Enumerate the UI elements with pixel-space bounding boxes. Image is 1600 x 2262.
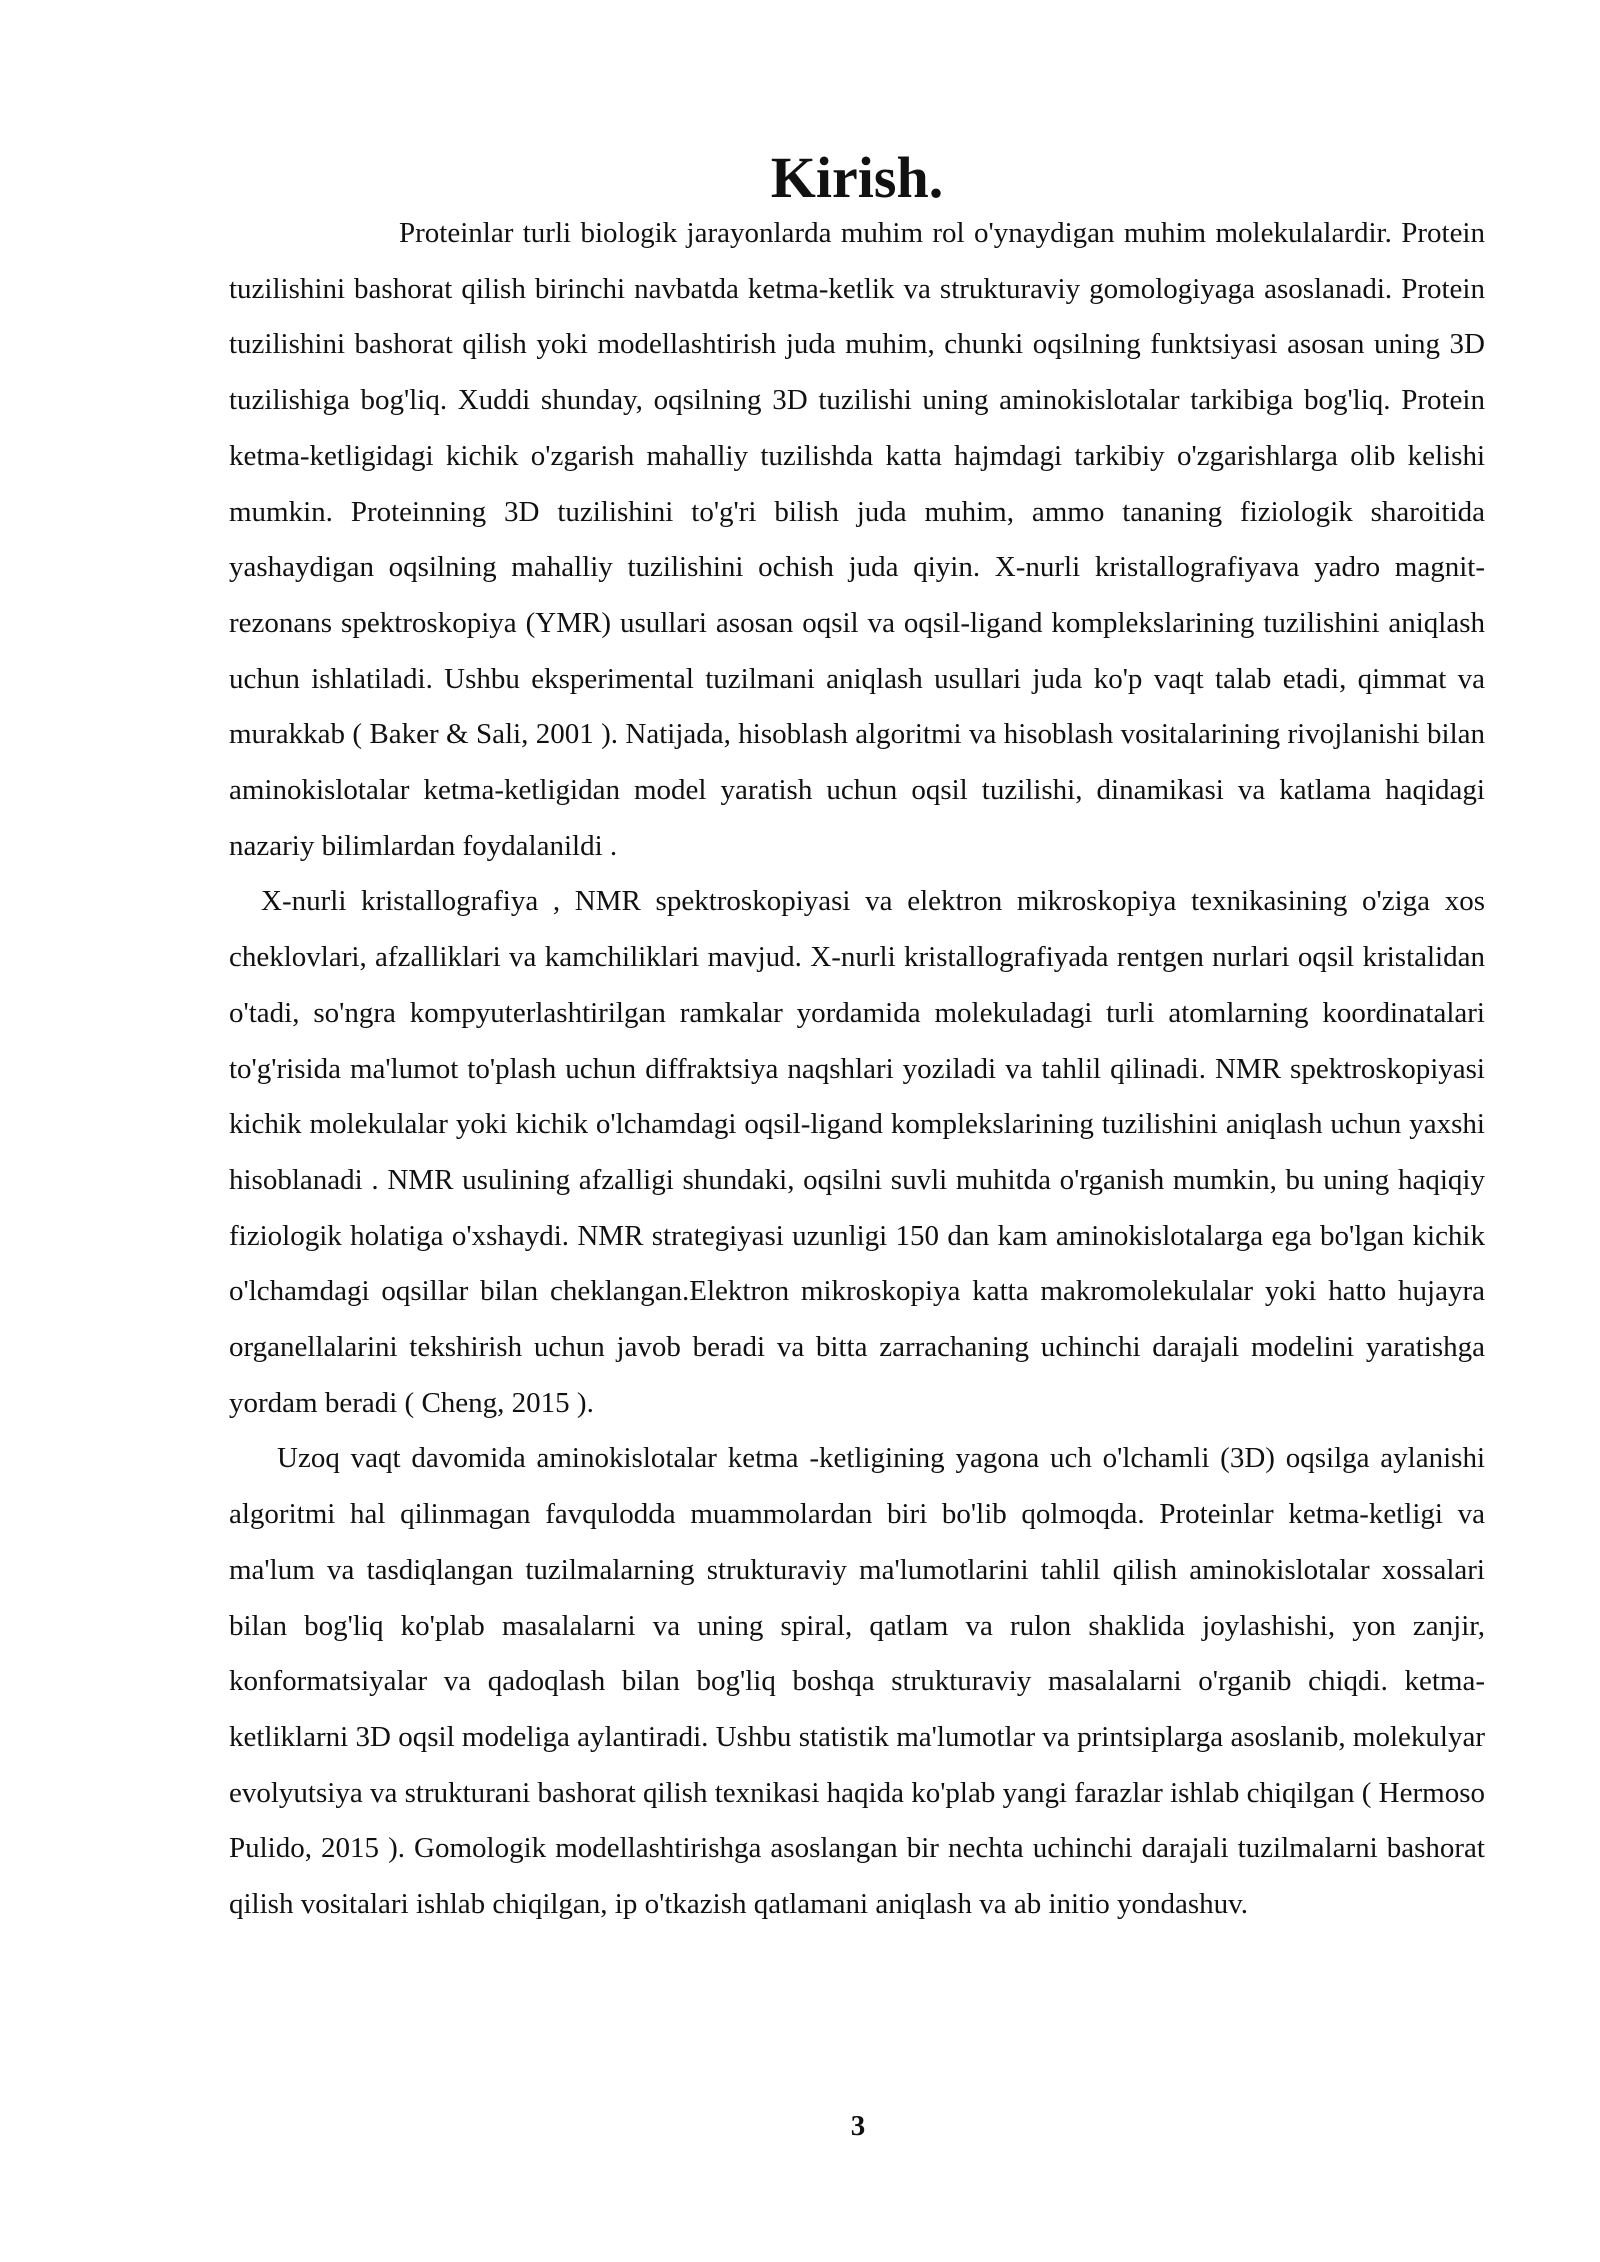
page-number: 3: [850, 2110, 866, 2142]
section-title: Kirish.: [770, 145, 944, 210]
paragraph-prediction: Uzoq vaqt davomida aminokislotalar ketma -ketligining yagona uch o'lchamli (3D) oqsilga aylanishi algoritmi hal qilinmagan favqulodda muammolardan biri bo'lib qolmoqda. Proteinlar ketma-ketligi va ma'lum va tasdiqlangan tuzilmalarning strukturaviy ma'lumotlarini tahlil qilish aminokislotalar xossalari bilan bog'liq ko'plab masalalarni va uning spiral, qatlam va rulon shaklida joylashishi, yon zanjir, konformatsiyalar va qadoqlash bilan bog'liq boshqa strukturaviy masalalarni o'rganib chiqdi. ketma-ketliklarni 3D oqsil modeliga aylantiradi. Ushbu statistik ma'lumotlar va printsiplarga asoslanib, molekulyar evolyutsiya va strukturani bashorat qilish texnikasi haqida ko'plab yangi farazlar ishlab chiqilgan ( Hermoso Pulido, 2015 ). Gomologik modellashtirishga asoslangan bir nechta uchinchi darajali tuzilmalarni bashorat qilish vositalari ishlab chiqilgan, ip o'tkazish qatlamani aniqlash va ab initio yondashuv.: [229, 1442, 1485, 1921]
paragraph-methods: X-nurli kristallografiya , NMR spektroskopiyasi va elektron mikroskopiya texnikasining o'ziga xos cheklovlari, afzalliklari va kamchiliklari mavjud. X-nurli kristallografiyada rentgen nurlari oqsil kristalidan o'tadi, so'ngra kompyuterlashtirilgan ramkalar yordamida molekuladagi turli atomlarning koordinatalari to'g'risida ma'lumot to'plash uchun diffraktsiya naqshlari yoziladi va tahlil qilinadi. NMR spektroskopiyasi kichik molekulalar yoki kichik o'lchamdagi oqsil-ligand komplekslarining tuzilishini aniqlash uchun yaxshi hisoblanadi . NMR usulining afzalligi shundaki, oqsilni suvli muhitda o'rganish mumkin, bu uning haqiqiy fiziologik holatiga o'xshaydi. NMR strategiyasi uzunligi 150 dan kam aminokislotalarga ega bo'lgan kichik o'lchamdagi oqsillar bilan cheklangan.Elektron mikroskopiya katta makromolekulalar yoki hatto hujayra organellalarini tekshirish uchun javob beradi va bitta zarrachaning uchinchi darajali modelini yaratishga yordam beradi ( Cheng, 2015 ).: [229, 885, 1485, 1419]
page-content: [229, 145, 1485, 1933]
paragraph-introduction: Proteinlar turli biologik jarayonlarda muhim rol o'ynaydigan muhim molekulalardir. Protein tuzilishini bashorat qilish birinchi navbatda ketma-ketlik va strukturaviy gomologiyaga asoslanadi. Protein tuzilishini bashorat qilish yoki modellashtirish juda muhim, chunki oqsilning funktsiyasi asosan uning 3D tuzilishiga bog'liq. Xuddi shunday, oqsilning 3D tuzilishi uning aminokislotalar tarkibiga bog'liq. Protein ketma-ketligidagi kichik o'zgarish mahalliy tuzilishda katta hajmdagi tarkibiy o'zgarishlarga olib kelishi mumkin. Proteinning 3D tuzilishini to'g'ri bilish juda muhim, ammo tananing fiziologik sharoitida yashaydigan oqsilning mahalliy tuzilishini ochish juda qiyin. X-nurli kristallografiyava yadro magnit-rezonans spektroskopiya (YMR) usullari asosan oqsil va oqsil-ligand komplekslarining tuzilishini aniqlash uchun ishlatiladi. Ushbu eksperimental tuzilmani aniqlash usullari juda ko'p vaqt talab etadi, qimmat va murakkab ( Baker & Sali, 2001 ). Natijada, hisoblash algoritmi va hisoblash vositalarining rivojlanishi bilan aminokislotalar ketma-ketligidan model yaratish uchun oqsil tuzilishi, dinamikasi va katlama haqidagi nazariy bilimlardan foydalanildi .: [229, 217, 1485, 862]
